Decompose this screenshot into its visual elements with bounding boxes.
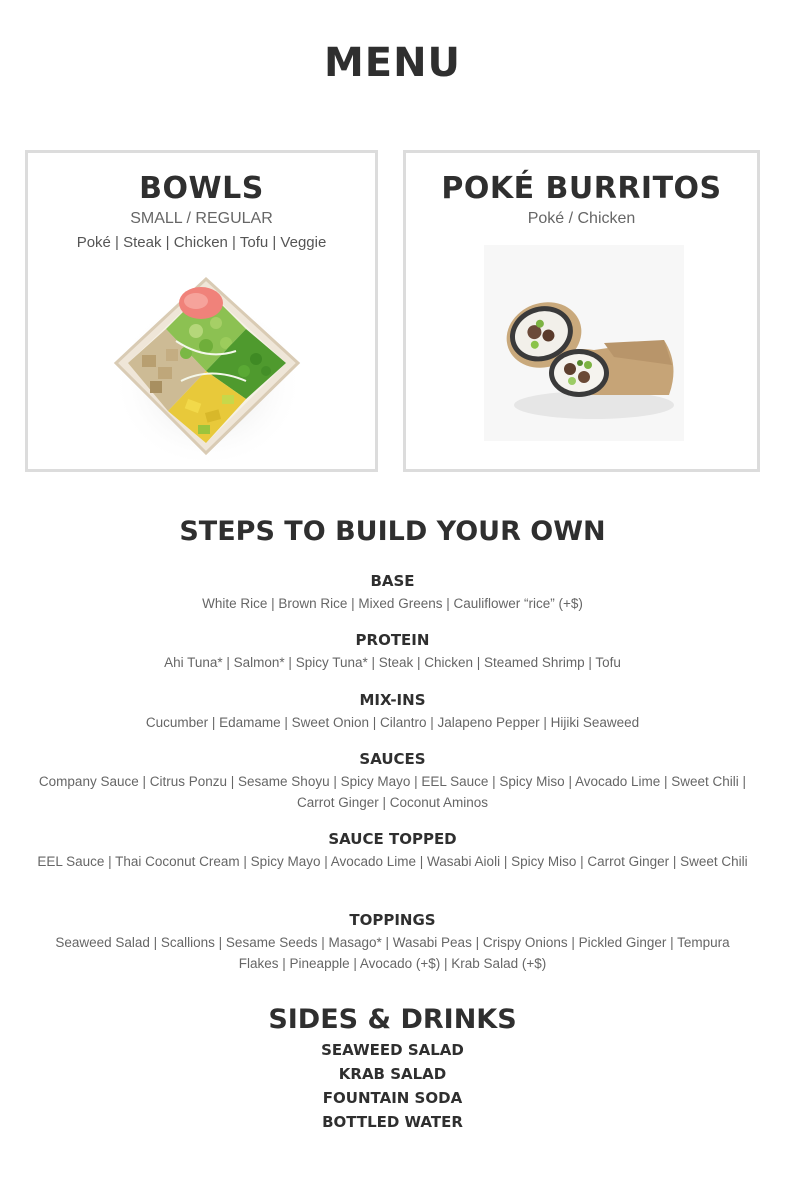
burritos-card — [403, 150, 760, 472]
step-heading: MIX-INS — [359, 691, 426, 709]
step-heading: PROTEIN — [355, 631, 430, 649]
poke-bowl-image — [106, 271, 306, 461]
step-section-sauce-topped — [35, 830, 750, 872]
step-section-toppings — [35, 911, 750, 974]
steps-title: STEPS TO BUILD YOUR OWN — [179, 516, 606, 547]
step-items: Seaweed Salad | Scallions | Sesame Seeds | Masago* | Wasabi Peas | Crispy Onions | Pickled Ginger | Tempura Flakes | Pineapple | Avocado (+$) | Krab Salad (+$) — [55, 935, 730, 971]
burritos-title: POKÉ BURRITOS — [441, 171, 722, 206]
step-heading: SAUCE TOPPED — [328, 830, 457, 848]
sides-item-bottled-water: BOTTLED WATER — [322, 1113, 463, 1131]
step-items: Ahi Tuna* | Salmon* | Spicy Tuna* | Steak | Chicken | Steamed Shrimp | Tofu — [164, 655, 621, 670]
step-items: White Rice | Brown Rice | Mixed Greens | Cauliflower “rice” (+$) — [202, 596, 583, 611]
bowls-sizes: SMALL / REGULAR — [130, 210, 273, 227]
sides-item-krab-salad: KRAB SALAD — [338, 1065, 447, 1083]
step-section-protein — [35, 631, 750, 673]
step-section-sauces — [35, 750, 750, 813]
step-heading: TOPPINGS — [349, 911, 436, 929]
bowls-options: Poké | Steak | Chicken | Tofu | Veggie — [76, 234, 327, 251]
page-title: MENU — [323, 40, 462, 86]
step-section-mix-ins — [35, 691, 750, 733]
step-items: Cucumber | Edamame | Sweet Onion | Cilantro | Jalapeno Pepper | Hijiki Seaweed — [145, 715, 640, 730]
step-items: EEL Sauce | Thai Coconut Cream | Spicy Mayo | Avocado Lime | Wasabi Aioli | Spicy Miso | Carrot Ginger | Sweet Chili — [37, 854, 748, 869]
step-heading: SAUCES — [359, 750, 426, 768]
step-items: Company Sauce | Citrus Ponzu | Sesame Shoyu | Spicy Mayo | EEL Sauce | Spicy Miso | Avocado Lime | Sweet Chili | Carrot Ginger | Coconut Aminos — [38, 774, 747, 810]
sides-item-fountain-soda: FOUNTAIN SODA — [322, 1089, 463, 1107]
poke-burrito-image — [484, 245, 684, 441]
bowls-title: BOWLS — [139, 171, 264, 206]
sides-title: SIDES & DRINKS — [268, 1004, 517, 1035]
step-section-base — [35, 572, 750, 614]
sides-list — [0, 1038, 785, 1134]
burritos-options: Poké / Chicken — [527, 210, 636, 227]
step-heading: BASE — [370, 572, 415, 590]
bowls-card — [25, 150, 378, 472]
sides-item-seaweed-salad: SEAWEED SALAD — [321, 1041, 464, 1059]
